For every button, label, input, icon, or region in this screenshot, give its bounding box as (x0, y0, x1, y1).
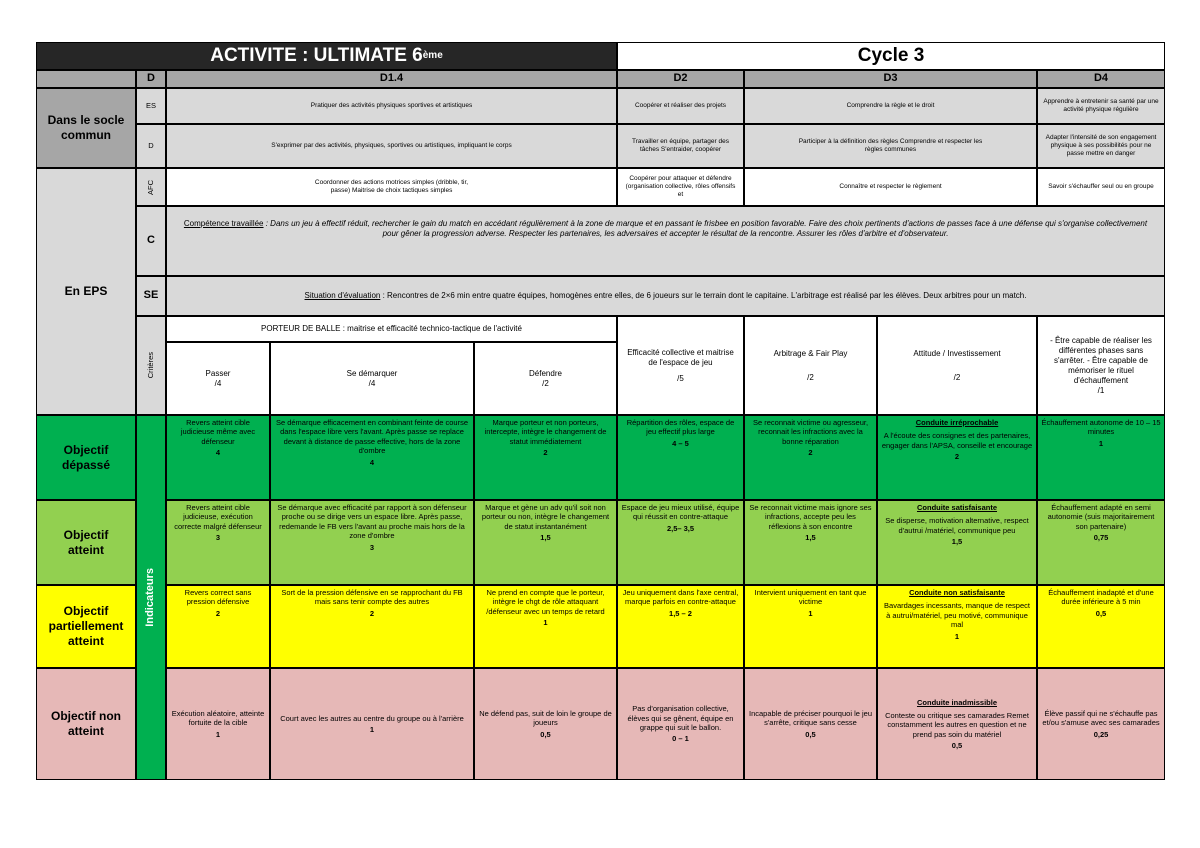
indicator-text: Jeu uniquement dans l'axe central, marque parfois en contre-attaque (622, 588, 739, 607)
indicator-cell (270, 668, 474, 780)
crit-name: Se démarquer (346, 368, 398, 378)
indicator-text: Échauffement inadapté et d'une durée inférieure à 5 min (1048, 588, 1154, 607)
indicator-cell (270, 415, 474, 500)
indicator-text: Se démarque avec efficacité par rapport à son défenseur proche ou se dirige vers un espace libre. Après passe, redemande le FB vers l'avant au proche mais hors de la zone d'ombre (277, 503, 467, 541)
indicateurs-bar (136, 415, 166, 780)
domain-d4: D4 (1037, 70, 1165, 88)
indicator-text: Se démarque efficacement en combinant feinte de course dans l'espace libre vers l'avant. Après passe se replace devant à distance de passe effective, hors de la zone d'ombre (275, 418, 469, 456)
indicator-text: Conteste ou critique ses camarades Remet constamment les autres en question et ne prend pas soin du matériel (885, 710, 1029, 739)
indicator-value: 2 (954, 452, 960, 462)
indicator-value: 3 (369, 542, 375, 552)
indicator-value: 1 (954, 631, 960, 641)
indicator-value: 2 (543, 448, 548, 458)
activity-title-sup: ème (422, 49, 443, 61)
indicator-text: Se reconnait victime ou agresseur, reconnait les infractions avec la bonne réparation (752, 418, 869, 446)
indicateurs-label: Indicateurs (144, 568, 157, 627)
indicator-value: 1 (215, 729, 221, 739)
indicator-value: 1,5 (540, 533, 551, 543)
afc-d3: Connaître et respecter le règlement (744, 168, 1037, 206)
indicator-text: Ne défend pas, suit de loin le groupe de joueurs (479, 708, 612, 728)
indicator-text: Marque porteur et non porteurs, intercepte, intègre le changement de statut immédiatement (484, 418, 607, 446)
indicator-value: 1,5 (805, 533, 816, 543)
indicator-text: Incapable de préciser pourquoi le jeu s'arrête, critique sans cesse (749, 708, 872, 728)
indicator-text: A l'écoute des consignes et des partenaires, engager dans l'APSA, conseille et encourage (881, 431, 1033, 450)
indicator-cell (1037, 668, 1165, 780)
d-d2: Travailler en équipe, partager des tâches S'entraider, coopérer (617, 124, 744, 168)
indicator-cell (270, 585, 474, 668)
indicator-value: 2 (215, 608, 221, 618)
activity-title (36, 42, 617, 70)
es-d2: Coopérer et réaliser des projets (617, 88, 744, 124)
indicator-value: 1 (1098, 438, 1104, 448)
socle-label: Dans le socle commun (36, 88, 136, 168)
indicator-cell (744, 668, 877, 780)
level-label: Objectif dépassé (36, 415, 136, 500)
indicator-cell (617, 415, 744, 500)
crit-passer (166, 342, 270, 415)
afc-code-text: AFC (146, 179, 156, 195)
situation-text: : Rencontres de 2×6 min entre quatre équipes, homogènes entre elles, de 6 joueurs sur le terrain dont le capitaine. L'arbitrage est réalisé par les élèves. Deux arbitres pour un match. (380, 291, 1027, 300)
indicator-value: 4 (369, 457, 375, 467)
corner-cell (36, 70, 136, 88)
afc-d2: Coopérer pour attaquer et défendre (organisation collective, rôles offensifs et (617, 168, 744, 206)
indicator-text: Revers atteint cible judicieuse, exécution correcte malgré défenseur (174, 503, 262, 531)
indicator-text: Échauffement autonome de 10 – 15 minutes (1041, 418, 1161, 437)
crit-defendre (474, 342, 617, 415)
crit-name: Arbitrage & Fair Play (773, 348, 848, 358)
d-d3: Participer à la définition des règles Comprendre et respecter les règles communes (744, 124, 1037, 168)
situation-cell (166, 276, 1165, 316)
indicator-cell (474, 668, 617, 780)
indicator-cell (166, 415, 270, 500)
indicator-title: Conduite inadmissible (916, 697, 997, 707)
competence-cell (166, 206, 1165, 276)
indicator-text: Revers atteint cible judicieuse même avec défenseur (180, 418, 256, 446)
indicator-cell (1037, 585, 1165, 668)
indicator-text: Exécution aléatoire, atteinte fortuite de la cible (171, 708, 265, 728)
indicator-title: Conduite satisfaisante (916, 503, 998, 512)
crit-pts: /2 (807, 372, 814, 382)
indicator-cell (166, 585, 270, 668)
indicator-value: 0,75 (1093, 533, 1109, 543)
crit-pts: /5 (677, 373, 684, 383)
indicator-text: Court avec les autres au centre du groupe ou à l'arrière (280, 713, 464, 723)
indicator-cell (166, 500, 270, 585)
indicator-value: 4 – 5 (672, 438, 689, 448)
indicator-text: Revers correct sans pression défensive (184, 588, 252, 607)
indicator-value: 2,5– 3,5 (666, 523, 695, 533)
level-label: Objectif partiellement atteint (36, 585, 136, 668)
indicator-value: 3 (215, 533, 221, 543)
indicator-value: 1,5 – 2 (669, 608, 692, 618)
crit-pts: /2 (953, 372, 961, 382)
domain-code-d: D (136, 70, 166, 88)
crit-name: Défendre (529, 368, 562, 378)
criteres-code-text: Critères (146, 352, 156, 379)
indicator-value: 1,5 (951, 537, 963, 547)
es-d3: Comprendre la règle et le droit (744, 88, 1037, 124)
afc-code (136, 168, 166, 206)
es-d4: Apprendre à entretenir sa santé par une activité physique régulière (1037, 88, 1165, 124)
competence-text: : Dans un jeu à effectif réduit, rechercher le gain du match en accédant régulièrement à la zone de marque et en passant le frisbee en position favorable. Faire des choix pertinents d'actions de passes face à une défense qui s'organise collectivement pour gêner la progression adverse. Respecter les partenaires, les adversaires et accepter le résultat de la rencontre. Assurer les rôles d'arbitre et d'observateur. (263, 219, 1148, 238)
indicator-value: 1 (543, 618, 548, 628)
indicator-cell (617, 585, 744, 668)
indicator-text: Se disperse, motivation alternative, respect d'autrui /matériel, communique peu (885, 516, 1029, 535)
porteur-header: PORTEUR DE BALLE : maitrise et efficacité technico-tactique de l'activité (166, 316, 617, 342)
indicator-cell (270, 500, 474, 585)
indicator-text: Intervient uniquement en tant que victime (754, 588, 867, 607)
crit-name: Attitude / Investissement (913, 348, 1001, 358)
level-label: Objectif non atteint (36, 668, 136, 780)
indicator-value: 0,5 (805, 729, 816, 739)
crit-efficacite (617, 316, 744, 415)
indicator-cell (617, 668, 744, 780)
cycle-title: Cycle 3 (617, 42, 1165, 70)
indicator-value: 2 (369, 608, 375, 618)
indicator-value: 0,5 (951, 741, 963, 751)
indicator-value: 1 (369, 725, 375, 734)
crit-echauffement (1037, 316, 1165, 415)
d-code: D (136, 124, 166, 168)
criteres-code (136, 316, 166, 415)
indicator-cell (744, 500, 877, 585)
indicator-cell (877, 668, 1037, 780)
indicator-value: 0,5 (540, 729, 551, 739)
indicator-value: 2 (808, 448, 813, 458)
indicator-text: Ne prend en compte que le porteur, intègre le chgt de rôle attaquant /défenseur avec un temps de retard (486, 588, 605, 616)
indicator-value: 4 (215, 448, 221, 458)
afc-d14: Coordonner des actions motrices simples (dribble, tir, passe) Maitrise de choix tactiques simples (166, 168, 617, 206)
indicator-text: Bavardages incessants, manque de respect à autrui/matériel, peu motivé, communique mal (884, 601, 1030, 630)
eps-label: En EPS (36, 168, 136, 415)
domain-d3: D3 (744, 70, 1037, 88)
indicator-text: Se reconnait victime mais ignore ses infractions, accepte peu les réflexions à son encontre (749, 503, 872, 531)
crit-pts: /2 (542, 378, 549, 388)
indicator-value: 0 – 1 (672, 734, 689, 744)
competence-label: Compétence travaillée (183, 219, 264, 228)
crit-pts: /4 (214, 378, 222, 388)
indicator-cell (617, 500, 744, 585)
indicator-text: Élève passif qui ne s'échauffe pas et/ou s'amuse avec ses camarades (1042, 708, 1160, 728)
indicator-cell (1037, 500, 1165, 585)
indicator-value: 0,25 (1093, 729, 1109, 739)
crit-pts: /4 (368, 378, 376, 388)
d-d14: S'exprimer par des activités, physiques, sportives ou artistiques, impliquant le corps (166, 124, 617, 168)
indicator-text: Sort de la pression défensive en se rapprochant du FB mais sans tenir compte des autres (281, 588, 463, 607)
indicator-text: Marque et gène un adv qu'il soit non porteur ou non, intègre le changement de statut instantanément (481, 503, 610, 531)
indicator-cell (1037, 415, 1165, 500)
indicator-cell (474, 585, 617, 668)
level-label: Objectif atteint (36, 500, 136, 585)
indicator-title: Conduite irréprochable (915, 418, 999, 427)
crit-name: Passer (205, 368, 231, 378)
indicator-cell (877, 585, 1037, 668)
crit-se-demarquer (270, 342, 474, 415)
es-code: ES (136, 88, 166, 124)
crit-arbitrage (744, 316, 877, 415)
crit-name: Efficacité collective et maitrise de l'espace de jeu (627, 347, 734, 367)
indicator-text: Échauffement adapté en semi autonomie (suis majoritairement son partenaire) (1047, 503, 1155, 531)
indicator-value: 0,5 (1095, 608, 1107, 618)
es-d14: Pratiquer des activités physiques sportives et artistiques (166, 88, 617, 124)
indicator-cell (877, 500, 1037, 585)
indicator-text: Pas d'organisation collective, élèves qui se gênent, équipe en grappe qui suit le ballon. (627, 704, 734, 732)
domain-d2: D2 (617, 70, 744, 88)
situation-label: Situation d'évaluation (304, 291, 381, 300)
activity-title-text: ACTIVITE : ULTIMATE 6 (210, 45, 423, 67)
indicator-cell (877, 415, 1037, 500)
indicator-text: Espace de jeu mieux utilisé, équipe qui réussit en contre-attaque (621, 503, 740, 522)
indicator-value: 1 (808, 608, 813, 618)
c-code: C (136, 206, 166, 276)
domain-d14: D1.4 (166, 70, 617, 88)
indicator-cell (474, 500, 617, 585)
indicator-cell (744, 585, 877, 668)
crit-name: - Être capable de réaliser les différentes phases sans s'arrêter. - Être capable de mémoriser le rituel d'échauffement (1050, 335, 1152, 385)
crit-attitude (877, 316, 1037, 415)
indicator-title: Conduite non satisfaisante (909, 588, 1005, 597)
se-code: SE (136, 276, 166, 316)
indicator-text: Répartition des rôles, espace de jeu effectif plus large (626, 418, 735, 437)
indicator-cell (744, 415, 877, 500)
crit-pts: /1 (1097, 385, 1105, 395)
afc-d4: Savoir s'échauffer seul ou en groupe (1037, 168, 1165, 206)
indicator-cell (474, 415, 617, 500)
indicator-cell (166, 668, 270, 780)
d-d4: Adapter l'intensité de son engagement physique à ses possibilités pour ne passe mettre en danger (1037, 124, 1165, 168)
